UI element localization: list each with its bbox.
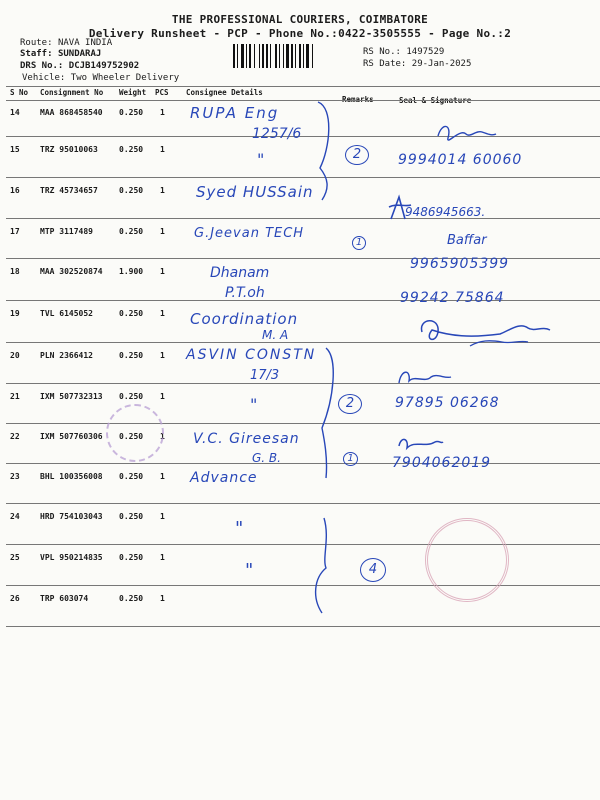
row-pcs: 1 [160,594,165,603]
row-weight: 0.250 [119,351,144,360]
row-consignment-no: MAA 868458540 [40,108,103,117]
signature-19-20 [410,310,560,355]
row-pcs: 1 [160,309,165,318]
phone-18b: 99242 75864 [400,290,505,306]
hand-consignee-14: RUPA Eng [190,104,280,122]
hand-consignee-15: " [257,150,265,169]
phone-22: 7904062019 [392,455,492,471]
row-sno: 17 [10,227,20,236]
row-consignment-no: TRP 603074 [40,594,89,603]
staff-line [20,49,101,59]
hand-consignee-25: " [245,560,254,581]
row-weight: 0.250 [119,145,144,154]
hand-consignee-17: G.Jeevan TECH [194,226,305,241]
hand-consignee-19: Coordination [190,310,299,328]
row-sno: 21 [10,392,20,401]
row-sno: 22 [10,432,20,441]
row-consignment-no: VPL 950214835 [40,553,103,562]
row-consignment-no: HRD 754103043 [40,512,103,521]
vehicle-line [22,73,179,83]
row-weight: 0.250 [119,594,144,603]
row-weight: 0.250 [119,553,144,562]
row-weight: 0.250 [119,227,144,236]
row-weight: 0.250 [119,309,144,318]
row-consignment-no: IXM 507760306 [40,432,103,441]
hand-consignee-22: V.C. Gireesan [193,431,300,447]
rs-date-line [363,59,471,69]
route-value: NAVA INDIA [57,38,113,48]
drs-label: DRS No.: [20,61,64,71]
bracket-marks [300,98,340,618]
name-17: Baffar [447,233,487,248]
hand-consignee-22b: G. B. [252,451,281,465]
hand-consignee-16: Syed HUSSain [196,183,314,201]
row-pcs: 1 [160,392,165,401]
row-pcs: 1 [160,108,165,117]
rs-date-label: RS Date: [363,59,407,69]
route-line [20,38,112,48]
row-sno: 25 [10,553,20,562]
remark-21: 2 [338,394,362,414]
hand-consignee-21: " [250,395,258,414]
col-consignee: Consignee Details [186,88,263,97]
row-weight: 1.900 [119,267,144,276]
office-stamp-right [425,518,509,602]
vehicle-label: Vehicle: [22,73,66,83]
row-weight: 0.250 [119,186,144,195]
row-weight: 0.250 [119,472,144,481]
row-pcs: 1 [160,351,165,360]
hand-consignee-19b: M. A [262,328,289,342]
phone-21: 97895 06268 [395,395,500,411]
barcode-icon [232,44,354,68]
row-weight: 0.250 [119,108,144,117]
office-stamp-left [106,404,164,462]
row-sno: 16 [10,186,20,195]
hand-consignee-14b: 1257/6 [252,126,302,142]
drs-line [20,61,139,71]
phone-16: 9486945663. [405,205,486,219]
route-label: Route: [20,38,53,48]
row-consignment-no: MTP 3117489 [40,227,93,236]
hand-consignee-23: Advance [190,470,258,486]
row-pcs: 1 [160,267,165,276]
hand-consignee-18b: P.T.oh [225,285,265,301]
row-weight: 0.250 [119,392,144,401]
row-sno: 23 [10,472,20,481]
row-consignment-no: TRZ 45734657 [40,186,98,195]
row-consignment-no: BHL 100356008 [40,472,103,481]
staff-value: SUNDARAJ [57,49,102,59]
row-weight: 0.250 [119,512,144,521]
row-pcs: 1 [160,145,165,154]
remark-17: 1 [352,236,366,250]
row-sno: 19 [10,309,20,318]
remark-15: 2 [345,145,369,165]
table-bottom-rule [6,626,600,627]
row-consignment-no: MAA 302520874 [40,267,103,276]
row-pcs: 1 [160,472,165,481]
row-pcs: 1 [160,186,165,195]
rs-date-value: 29-Jan-2025 [411,59,472,69]
row-sno: 14 [10,108,20,117]
rs-no-label: RS No.: [363,47,401,57]
row-weight: 0.250 [119,432,144,441]
rs-no-line [363,47,444,57]
hand-consignee-20b: 17/3 [250,368,280,383]
row-consignment-no: TVL 6145052 [40,309,93,318]
col-weight: Weight [119,88,147,97]
row-sno: 26 [10,594,20,603]
remark-22: 1 [343,452,358,466]
row-sno: 20 [10,351,20,360]
row-pcs: 1 [160,512,165,521]
row-sno: 24 [10,512,20,521]
row-consignment-no: PLN 2366412 [40,351,93,360]
staff-label: Staff: [20,49,53,59]
signature-21 [395,365,455,390]
drs-value: DCJB149752902 [68,61,140,71]
runsheet-title: Delivery Runsheet - PCP - Phone No.:0422-3505555 - Page No.:2 [88,27,512,40]
row-consignment-no: TRZ 95010063 [40,145,98,154]
row-pcs: 1 [160,227,165,236]
company-title: THE PROFESSIONAL COURIERS, COIMBATORE [171,13,429,26]
hand-consignee-20: ASVIN CONSTN [186,347,317,363]
signature-14 [430,118,500,150]
col-sno: S No [10,88,29,97]
hand-consignee-24: " [235,518,244,539]
header-top-rule [6,86,600,87]
remark-25: 4 [360,558,386,582]
col-seal [399,96,471,108]
signature-22 [395,434,445,454]
row-sno: 18 [10,267,20,276]
vehicle-value: Two Wheeler Delivery [70,73,180,83]
rs-no-value: 1497529 [406,47,445,57]
col-pcs: PCS [155,88,169,97]
phone-15: 9994014 60060 [398,152,523,168]
row-consignment-no: IXM 507732313 [40,392,103,401]
phone-18a: 9965905399 [410,256,510,272]
col-consignment: Consignment No [40,88,104,97]
row-pcs: 1 [160,432,165,441]
col-remarks [342,95,374,107]
signature-16 [385,193,415,223]
row-sno: 15 [10,145,20,154]
hand-consignee-18: Dhanam [210,265,270,281]
row-pcs: 1 [160,553,165,562]
